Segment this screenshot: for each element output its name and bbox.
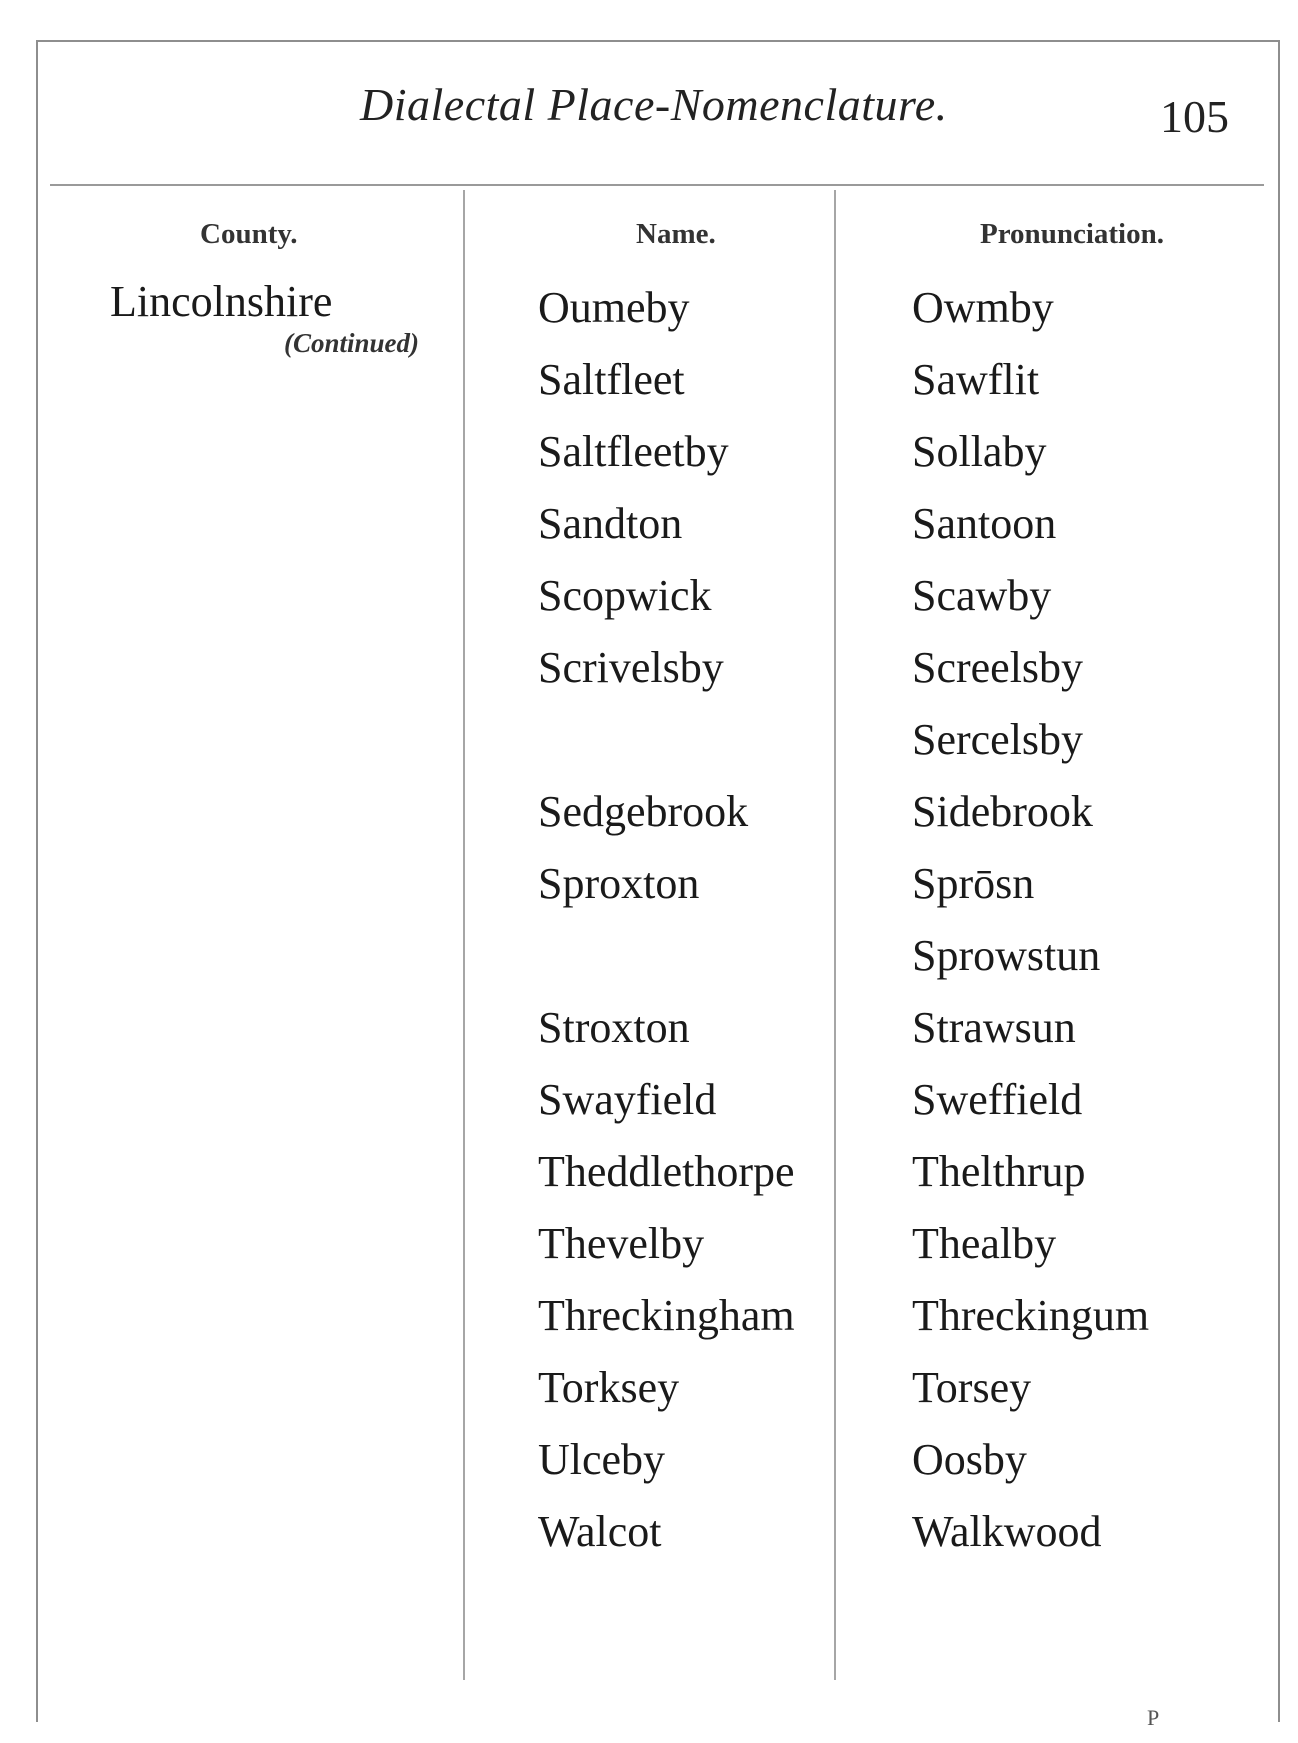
place-name: Sproxton (538, 859, 700, 908)
pronunciation: Sercelsby (912, 715, 1084, 764)
pronunciation: Screelsby (912, 643, 1084, 692)
pronunciation: Strawsun (912, 1003, 1076, 1052)
pronunciation: Sweffield (912, 1075, 1083, 1124)
place-name: Ulceby (538, 1435, 666, 1484)
column-divider-left (463, 190, 465, 1680)
pronunciation: Torsey (912, 1363, 1032, 1412)
pronunciation: Owmby (912, 283, 1054, 332)
place-name: Sandton (538, 499, 683, 548)
place-name: Torksey (538, 1363, 680, 1412)
pronunciation: Sidebrook (912, 787, 1093, 836)
printer-signature-mark: P (1147, 1705, 1160, 1730)
place-name: Threckingham (538, 1291, 795, 1340)
pronunciation: Thealby (912, 1219, 1057, 1268)
county-column-header: County. (200, 218, 298, 250)
place-name: Sedgebrook (538, 787, 749, 836)
running-title: Dialectal Place-Nomenclature. (360, 79, 948, 130)
pronunciation: Sawflit (912, 355, 1040, 404)
place-name: Stroxton (538, 1003, 690, 1052)
pronunciation: Thelthrup (912, 1147, 1086, 1196)
place-name: Scrivelsby (538, 643, 724, 692)
place-name: Saltfleet (538, 355, 685, 404)
place-name: Saltfleetby (538, 427, 729, 476)
header-rule (50, 184, 1264, 186)
place-name: Thevelby (538, 1219, 705, 1268)
pronunciation-column-header: Pronunciation. (980, 218, 1164, 250)
pronunciation: Scawby (912, 571, 1052, 620)
pronunciation: Sollaby (912, 427, 1047, 476)
place-name: Oumeby (538, 283, 690, 332)
page-number: 105 (1160, 91, 1229, 142)
pronunciation: Santoon (912, 499, 1057, 548)
county-name: Lincolnshire (110, 277, 333, 326)
column-divider-right (834, 190, 836, 1680)
pronunciation: Oosby (912, 1435, 1027, 1484)
pronunciation: Sprowstun (912, 931, 1101, 980)
place-name: Scopwick (538, 571, 712, 620)
place-name: Theddlethorpe (538, 1147, 795, 1196)
pronunciation: Sprōsn (912, 859, 1035, 908)
county-continued-note: (Continued) (284, 328, 420, 358)
pronunciation: Walkwood (912, 1507, 1102, 1556)
place-name: Walcot (538, 1507, 662, 1556)
pronunciation: Threckingum (912, 1291, 1150, 1340)
place-name: Swayfield (538, 1075, 717, 1124)
name-column-header: Name. (636, 218, 716, 250)
